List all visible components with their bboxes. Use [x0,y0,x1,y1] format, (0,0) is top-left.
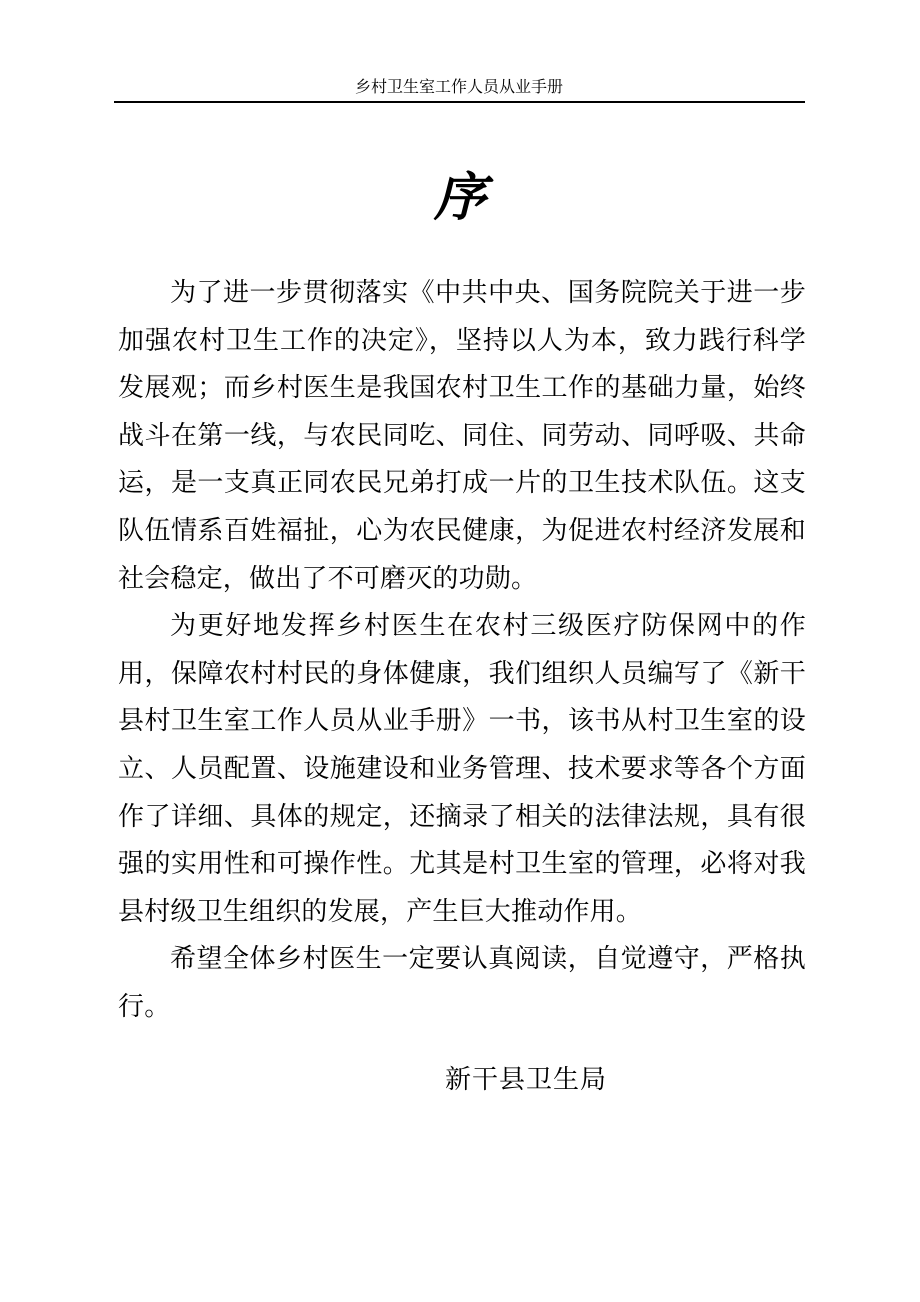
preface-title: 序 [433,167,486,228]
preface-body [118,270,806,1032]
signature: 新干县卫生局 [445,1065,608,1095]
preface-paragraph: 为了进一步贯彻落实《中共中央、国务院院关于进一步加强农村卫生工作的决定》，坚持以人为本，致力践行科学发展观；而乡村医生是我国农村卫生工作的基础力量，始终战斗在第一线，与农民同吃、同住、同劳动、同呼吸、共命运，是一支真正同农民兄弟打成一片的卫生技术队伍。这支队伍情系百姓福扯，心为农民健康，为促进农村经济发展和社会稳定，做出了不可磨灭的功勋。 [118,278,806,594]
preface-paragraph: 希望全体乡村医生一定要认真阅读，自觉遵守，严格执行。 [118,944,806,1022]
running-header: 乡村卫生室工作人员从业手册 [354,77,563,96]
preface-paragraph: 为更好地发挥乡村医生在农村三级医疗防保网中的作用，保障农村村民的身体健康，我们组织人员编写了《新干县村卫生室工作人员从业手册》一书，该书从村卫生室的设立、人员配置、设施建设和业务管理、技术要求等各个方面作了详细、具体的规定，还摘录了相关的法律法规，具有很强的实用性和可操作性。尤其是村卫生室的管理，必将对我县村级卫生组织的发展，产生巨大推动作用。 [118,611,806,927]
header-rule [114,101,805,103]
